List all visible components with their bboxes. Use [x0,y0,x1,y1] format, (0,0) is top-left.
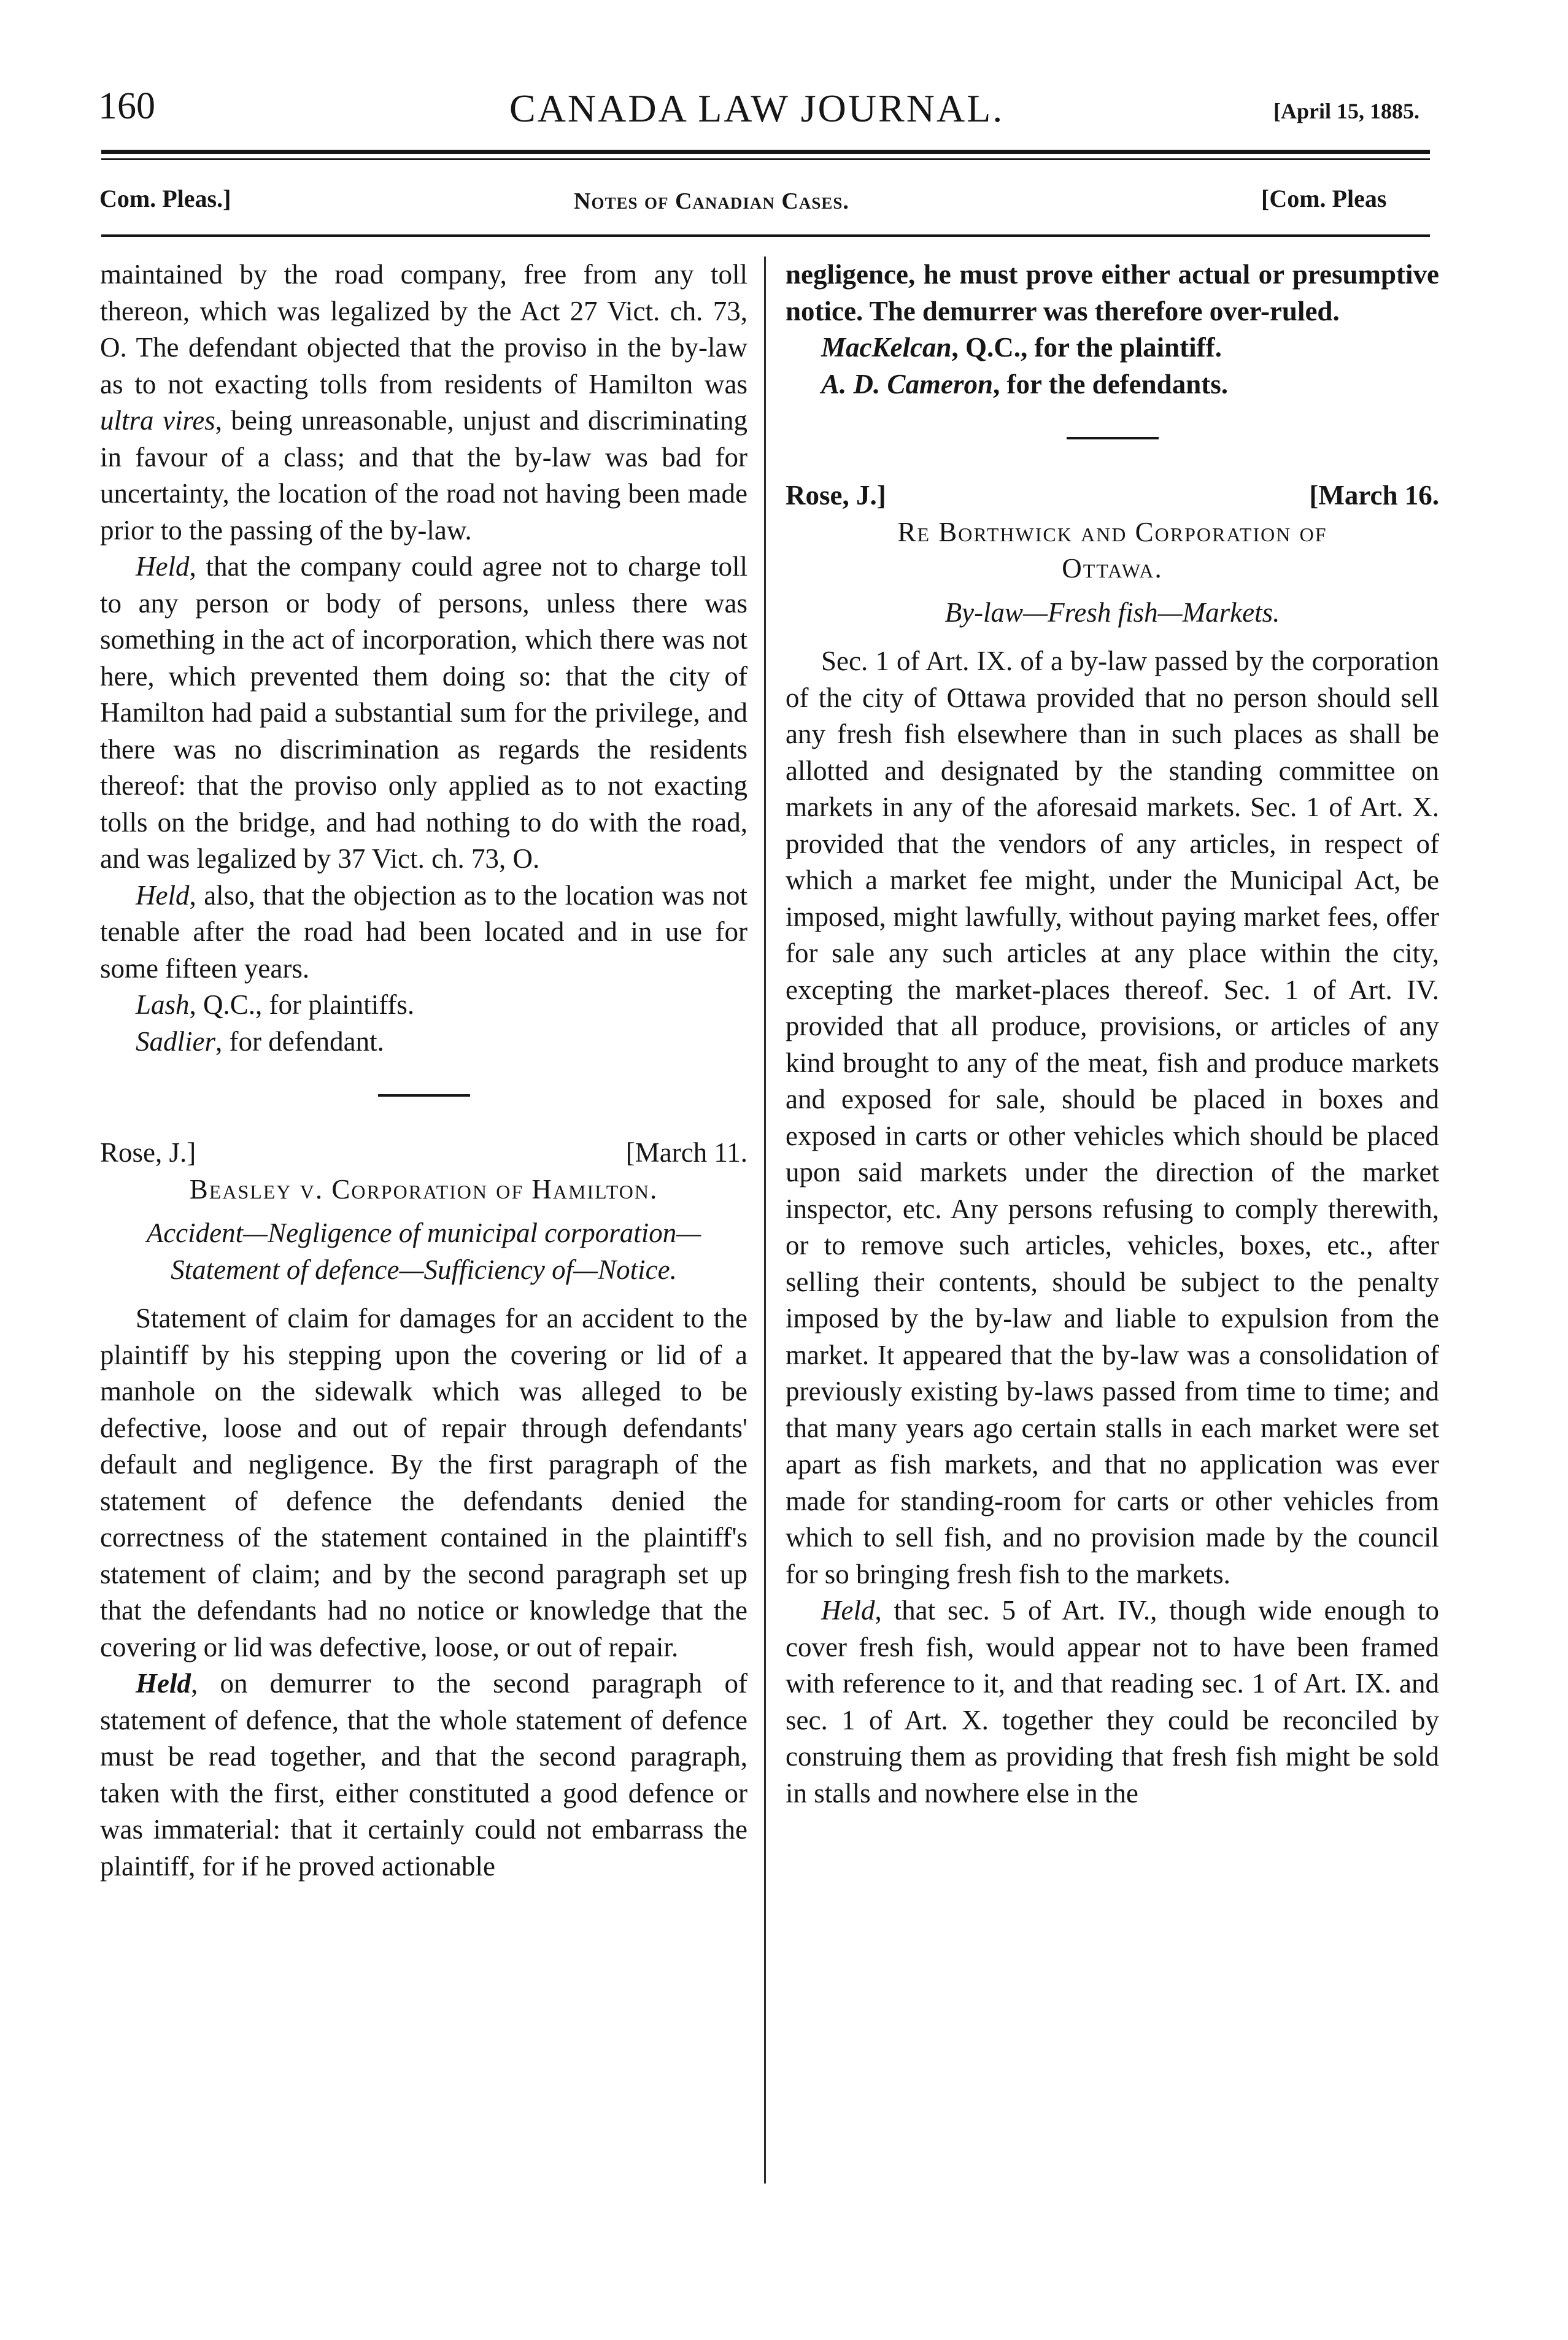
held-paragraph [100,549,747,878]
counsel-line [786,330,1439,366]
paragraph-text: maintained by the road company, free from any toll thereon, which was legalized by the Act 27 Vict. ch. 73, O. The defendant objected that the proviso in the by-law as to not exacting tolls from residents of Hamilton was [100,259,747,400]
held-label: Held [821,1595,875,1626]
held-text: , also, that the objection as to the location was not tenable after the road had been located and in use for some fifteen years. [100,879,747,984]
catchwords-line: Statement of defence—Sufficiency of—Notice. [171,1254,677,1285]
case-date: [March 11. [625,1137,747,1168]
counsel-name: MacKelcan [821,332,952,363]
section-separator [1067,437,1159,439]
counsel-name: Sadlier [136,1025,215,1057]
counsel-name: A. D. Cameron [821,368,994,400]
section-separator [378,1094,470,1097]
counsel-name: Lash [136,989,190,1020]
running-head-rule [101,234,1430,237]
held-text: , that sec. 5 of Art. IV., though wide enough to cover fresh fish, would appear not to have been framed with reference to it, and that reading sec. 1 of Art. IX. and sec. 1 of Art. X. together they could be reconciled by construing them as providing that fresh fish might be sold in stalls and nowhere else in the [786,1595,1439,1809]
catchwords-line: Accident—Negligence of municipal corporation— [146,1218,701,1248]
paragraph-text: , being unreasonable, unjust and discriminating in favour of a class; and that the by-law was bad for uncertainty, the location of the road not having been made prior to the passing of the by-law. [100,405,747,546]
held-text: , that the company could agree not to charge toll to any person or body of persons, unless there was something in the act of incorporation, which there was not here, which prevented them doing so: that the city of Hamilton had paid a substantial sum for the privilege, and there was no discrimination as regards the residents thereof: that the proviso only applied as to not exacting tolls on the bridge, and had nothing to do with the road, and was legalized by 37 Vict. ch. 73, O. [100,551,747,874]
case-title-line: Ottawa. [1062,553,1163,584]
held-text: , on demurrer to the second paragraph of statement of defence, that the whole statement of defence must be read together, and that the second paragraph, taken with the first, either constituted a good defence or was immaterial: that it certainly could not embarrass the plaintiff, for if he proved actionable [100,1668,747,1882]
held-label: Held [136,1668,191,1699]
case-heading [786,477,1439,514]
case-title-line: Re Borthwick and Corporation of [897,516,1327,547]
held-paragraph [786,1593,1439,1812]
counsel-role: , for the defendants. [993,368,1228,400]
counsel-role: , Q.C., for the plaintiff. [951,332,1222,363]
case-title [786,514,1439,587]
paragraph: negligence, he must prove either actual or presumptive notice. The demurrer was therefore over-ruled. [786,259,1439,326]
counsel-line [100,1024,747,1060]
header-rule-thick [101,150,1430,154]
column-divider [764,257,766,2184]
running-head-center: Notes of Canadian Cases. [574,188,849,214]
counsel-role: , for defendant. [215,1025,384,1057]
journal-title: CANADA LAW JOURNAL. [509,87,1005,130]
case-title: Beasley v. Corporation of Hamilton. [189,1173,658,1205]
case-judge: Rose, J.] [786,480,886,511]
catchwords-line: By-law—Fresh fish—Markets. [944,597,1280,628]
paragraph: Sec. 1 of Art. IX. of a by-law passed by the corporation of the city of Ottawa provided that no person should sell any fresh fish elsewhere than in such places as shall be allotted and designated by the standing committee on markets in any of the aforesaid markets. Sec. 1 of Art. X. provided that the vendors of any articles, in respect of which a market fee might, under the Municipal Act, be imposed, might lawfully, without paying market fees, offer for sale any such articles at any place within the city, excepting the market-places thereof. Sec. 1 of Art. IV. provided that all produce, provisions, or articles of any kind brought to any of the meat, fish and produce markets and exposed for sale, should be placed in boxes and exposed in carts or other vehicles which should be placed upon said markets under the direction of the market inspector, etc. Any persons refusing to comply therewith, or to remove such articles, vehicles, boxes, etc., after selling their contents, should be subject to the penalty imposed by the by-law and liable to expulsion from the market. It appeared that the by-law was a consolidation of previously existing by-laws passed from time to time; and that many years ago certain stalls in each market were set apart as fish markets, and that no application was ever made for standing-room for carts or other vehicles from which to sell fish, and no provision made by the council for so bringing fresh fish to the markets. [786,646,1439,1589]
page-number: 160 [98,85,155,127]
running-head-left: Com. Pleas.] [99,185,231,212]
held-label: Held [136,879,190,911]
counsel-line [786,366,1439,403]
right-column [786,257,1439,2190]
counsel-role: , Q.C., for plaintiffs. [189,989,415,1020]
left-column [100,257,747,2190]
issue-date: [April 15, 1885. [1273,99,1419,123]
held-label: Held [136,551,190,582]
held-paragraph [100,878,747,987]
counsel-line [100,987,747,1024]
held-paragraph [100,1666,747,1885]
paragraph: Statement of claim for damages for an accident to the plaintiff by his stepping upon the covering or lid of a manhole on the sidewalk which was alleged to be defective, loose and out of repair through defendants' default and negligence. By the first paragraph of the statement of defence the defendants denied the correctness of the statement contained in the plaintiff's statement of claim; and by the second paragraph set up that the defendants had no notice or knowledge that the covering or lid was defective, loose, or out of repair. [100,1303,747,1662]
catchwords [786,595,1439,631]
paragraph-italic: ultra vires [100,405,215,436]
case-judge: Rose, J.] [100,1137,196,1168]
header-rule-thin [101,158,1430,160]
paragraph [100,257,747,549]
case-date: [March 16. [1309,480,1439,511]
running-head-right: [Com. Pleas [1261,185,1387,212]
catchwords [100,1215,747,1288]
case-heading [100,1135,747,1172]
